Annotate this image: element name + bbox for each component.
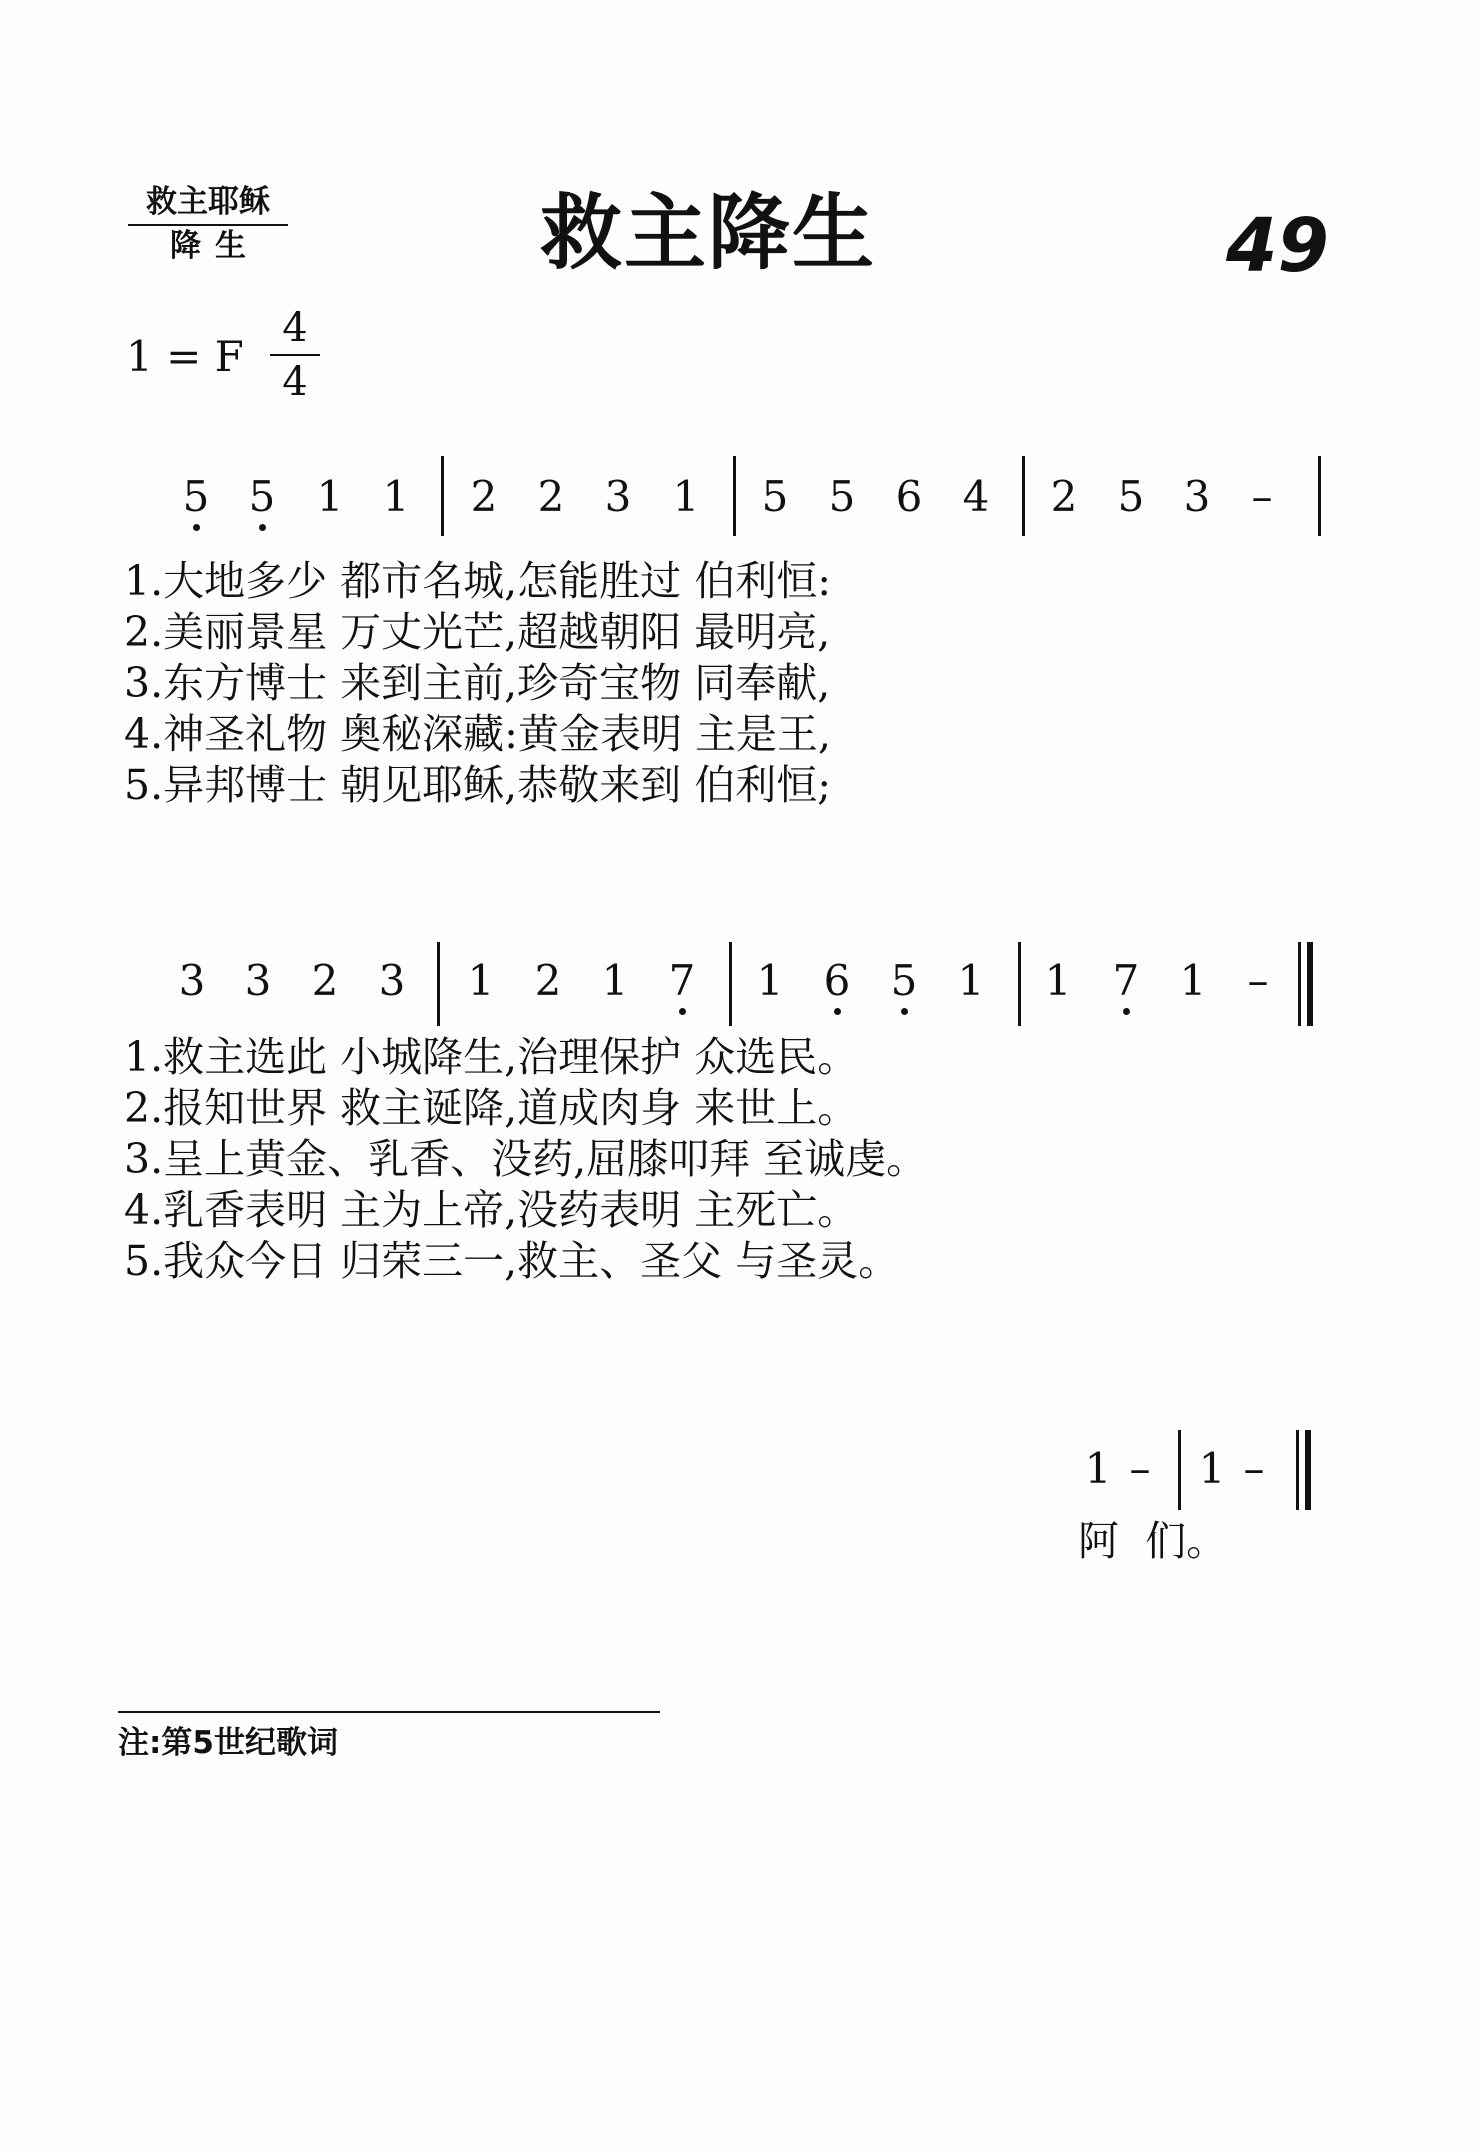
- note-digit: 5: [761, 472, 789, 521]
- note-digit: 1: [316, 472, 344, 521]
- note-digit: 5: [828, 472, 856, 521]
- footnote: 注:第5世纪歌词: [118, 1725, 338, 1761]
- note-digit: 7: [662, 956, 702, 1006]
- verse-line: 2.报知世界 救主诞降,道成肉身 来世上。: [124, 1084, 859, 1132]
- note-digit: 1: [467, 956, 495, 1005]
- note-digit: 2: [470, 472, 498, 521]
- note-digit: 1: [1198, 1444, 1226, 1493]
- note-digit: 1: [382, 472, 410, 521]
- final-barline: [1296, 1430, 1299, 1510]
- note-digit: 3: [244, 956, 272, 1005]
- sustain-dash: –: [1251, 472, 1273, 521]
- sustain-dash: –: [1129, 1444, 1151, 1493]
- note-digit: 1: [1044, 956, 1072, 1005]
- barline: [441, 456, 444, 536]
- barline: [1018, 942, 1021, 1026]
- note-digit: 2: [311, 956, 339, 1005]
- note-digit: 2: [534, 956, 562, 1005]
- barline: [729, 942, 732, 1026]
- note-digit: 5: [1117, 472, 1145, 521]
- note-digit: 1: [1179, 956, 1207, 1005]
- barline: [1178, 1430, 1181, 1510]
- sustain-dash: –: [1247, 956, 1269, 1005]
- final-barline: [1307, 942, 1313, 1026]
- time-signature-top: 4: [270, 306, 320, 356]
- time-signature-bottom: 4: [282, 359, 308, 405]
- note-digit: 3: [378, 956, 406, 1005]
- low-octave-dot: [193, 524, 200, 531]
- barline: [733, 456, 736, 536]
- time-signature: [270, 306, 320, 404]
- hymn-number: 49: [1226, 203, 1329, 289]
- note-digit: 5: [884, 956, 924, 1006]
- category-line2: 降生: [170, 228, 260, 264]
- verse-line: 4.神圣礼物 奥秘深藏:黄金表明 主是王,: [124, 710, 832, 758]
- low-octave-dot: [259, 524, 266, 531]
- note-digit: 5: [176, 472, 216, 522]
- verse-line: 1.大地多少 都市名城,怎能胜过 伯利恒:: [124, 557, 832, 605]
- low-octave-dot: [1123, 1008, 1130, 1015]
- verse-line: 2.美丽景星 万丈光芒,超越朝阳 最明亮,: [124, 608, 831, 656]
- verse-line: 4.乳香表明 主为上帝,没药表明 主死亡。: [124, 1186, 859, 1234]
- category-label: [128, 182, 288, 266]
- note-digit: 3: [178, 956, 206, 1005]
- note-digit: 3: [1183, 472, 1211, 521]
- note-digit: 1: [672, 472, 700, 521]
- note-digit: 6: [817, 956, 857, 1006]
- verse-line: 1.救主选此 小城降生,治理保护 众选民。: [124, 1033, 859, 1081]
- verse-line: 5.我众今日 归荣三一,救主、圣父 与圣灵。: [124, 1237, 900, 1285]
- note-digit: 4: [962, 472, 990, 521]
- verse-line: 3.东方博士 来到主前,珍奇宝物 同奉献,: [124, 659, 831, 707]
- note-digit: 5: [242, 472, 282, 522]
- final-barline: [1298, 942, 1301, 1026]
- barline: [1022, 456, 1025, 536]
- note-digit: 1: [601, 956, 629, 1005]
- note-digit: 1: [756, 956, 784, 1005]
- final-barline: [1305, 1430, 1311, 1510]
- note-digit: 7: [1106, 956, 1146, 1006]
- verse-line: 3.呈上黄金、乳香、没药,屈膝叩拜 至诚虔。: [124, 1135, 928, 1183]
- low-octave-dot: [679, 1008, 686, 1015]
- amen-lyric: 阿 们。: [1078, 1517, 1228, 1565]
- note-digit: 3: [604, 472, 632, 521]
- note-digit: 2: [537, 472, 565, 521]
- key-signature: 1 = F: [126, 332, 244, 381]
- footnote-divider: [118, 1711, 660, 1713]
- note-digit: 1: [1084, 1444, 1112, 1493]
- verse-line: 5.异邦博士 朝见耶稣,恭敬来到 伯利恒;: [124, 761, 832, 809]
- low-octave-dot: [901, 1008, 908, 1015]
- hymn-title: 救主降生: [540, 186, 877, 281]
- note-digit: 2: [1050, 472, 1078, 521]
- barline: [1318, 456, 1321, 536]
- note-digit: 1: [957, 956, 985, 1005]
- barline: [437, 942, 440, 1026]
- low-octave-dot: [834, 1008, 841, 1015]
- category-line1: 救主耶稣: [128, 182, 288, 226]
- note-digit: 6: [895, 472, 923, 521]
- sustain-dash: –: [1243, 1444, 1265, 1493]
